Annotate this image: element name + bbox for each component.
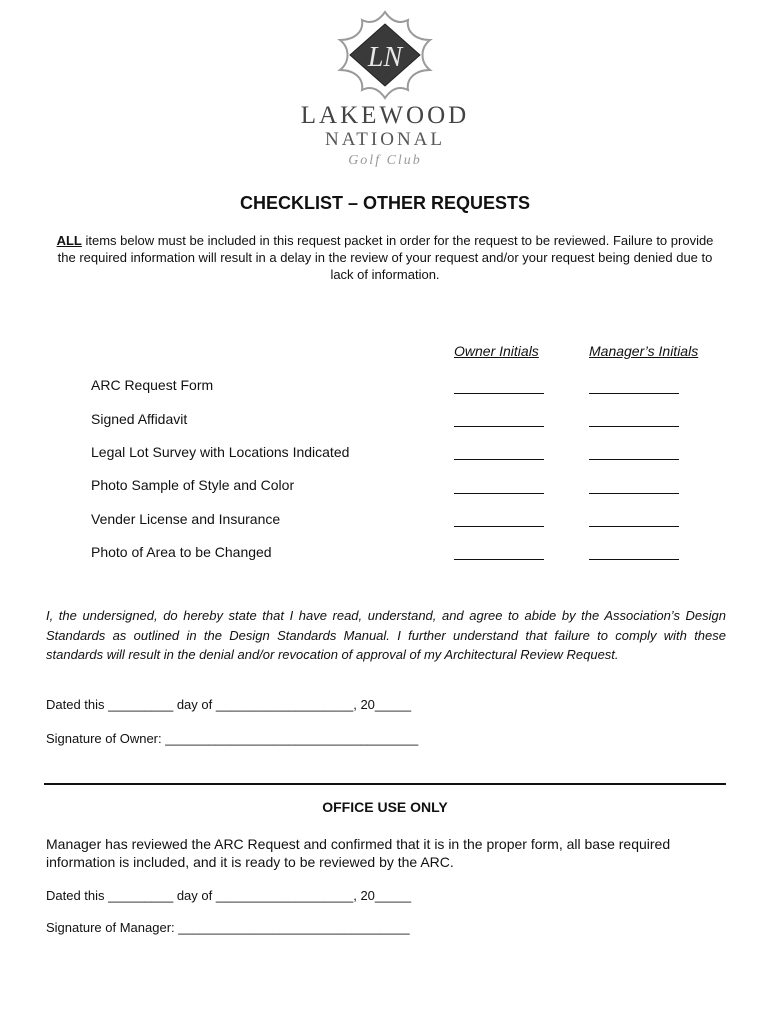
brand-name-line-2: NATIONAL xyxy=(324,129,446,150)
owner-initials-header: Owner Initials xyxy=(454,343,539,359)
club-logo xyxy=(0,10,770,172)
intro-emphasis: ALL xyxy=(56,233,82,248)
manager-initials-line[interactable] xyxy=(589,526,679,527)
svg-text:LN: LN xyxy=(367,42,403,73)
checklist-item: Photo Sample of Style and Color xyxy=(91,477,295,493)
checklist-item: ARC Request Form xyxy=(91,377,214,393)
brand-name-line-1: LAKEWOOD xyxy=(300,102,470,129)
owner-initials-line[interactable] xyxy=(454,426,544,427)
manager-initials-line[interactable] xyxy=(589,493,679,494)
brand-name-line-3: Golf Club xyxy=(348,153,422,168)
page-title: CHECKLIST – OTHER REQUESTS xyxy=(239,193,531,213)
checklist-item: Photo of Area to be Changed xyxy=(91,544,272,560)
monogram-emblem-icon xyxy=(320,10,450,100)
checklist-item: Signed Affidavit xyxy=(91,411,188,427)
section-divider xyxy=(44,783,726,785)
owner-initials-line[interactable] xyxy=(454,559,544,560)
office-use-heading: OFFICE USE ONLY xyxy=(322,799,448,815)
manager-signature-field[interactable]: Signature of Manager: ________________________________ xyxy=(46,920,410,935)
checklist-item: Vender License and Insurance xyxy=(91,511,281,527)
manager-initials-line[interactable] xyxy=(589,459,679,460)
manager-dated-field[interactable]: Dated this _________ day of ___________________, 20_____ xyxy=(46,888,412,903)
manager-initials-line[interactable] xyxy=(589,426,679,427)
owner-initials-line[interactable] xyxy=(454,526,544,527)
owner-initials-line[interactable] xyxy=(454,493,544,494)
manager-initials-line[interactable] xyxy=(589,393,679,394)
intro-paragraph xyxy=(52,232,718,283)
owner-initials-line[interactable] xyxy=(454,459,544,460)
owner-agreement-statement: I, the undersigned, do hereby state that I have read, understand, and agree to abide by the Association’s Design Standards as outlined in the Design Standards Manual. I further understand that failure to comply with these standards will result in the denial and/or revocation of approval of my Architectural Review Request. xyxy=(46,608,726,662)
manager-initials-header: Manager’s Initials xyxy=(589,343,699,359)
owner-dated-field[interactable]: Dated this _________ day of ___________________, 20_____ xyxy=(46,697,412,712)
checklist-item: Legal Lot Survey with Locations Indicated xyxy=(91,444,350,460)
owner-signature-field[interactable]: Signature of Owner: ___________________________________ xyxy=(46,731,419,746)
intro-text: items below must be included in this request packet in order for the request to be reviewed. Failure to provide the required information will result in a delay in the review of your request and/or your request being denied due to lack of information. xyxy=(57,233,714,282)
owner-initials-line[interactable] xyxy=(454,393,544,394)
manager-initials-line[interactable] xyxy=(589,559,679,560)
manager-review-statement: Manager has reviewed the ARC Request and confirmed that it is in the proper form, all base required information is included, and it is ready to be reviewed by the ARC. xyxy=(46,836,671,870)
